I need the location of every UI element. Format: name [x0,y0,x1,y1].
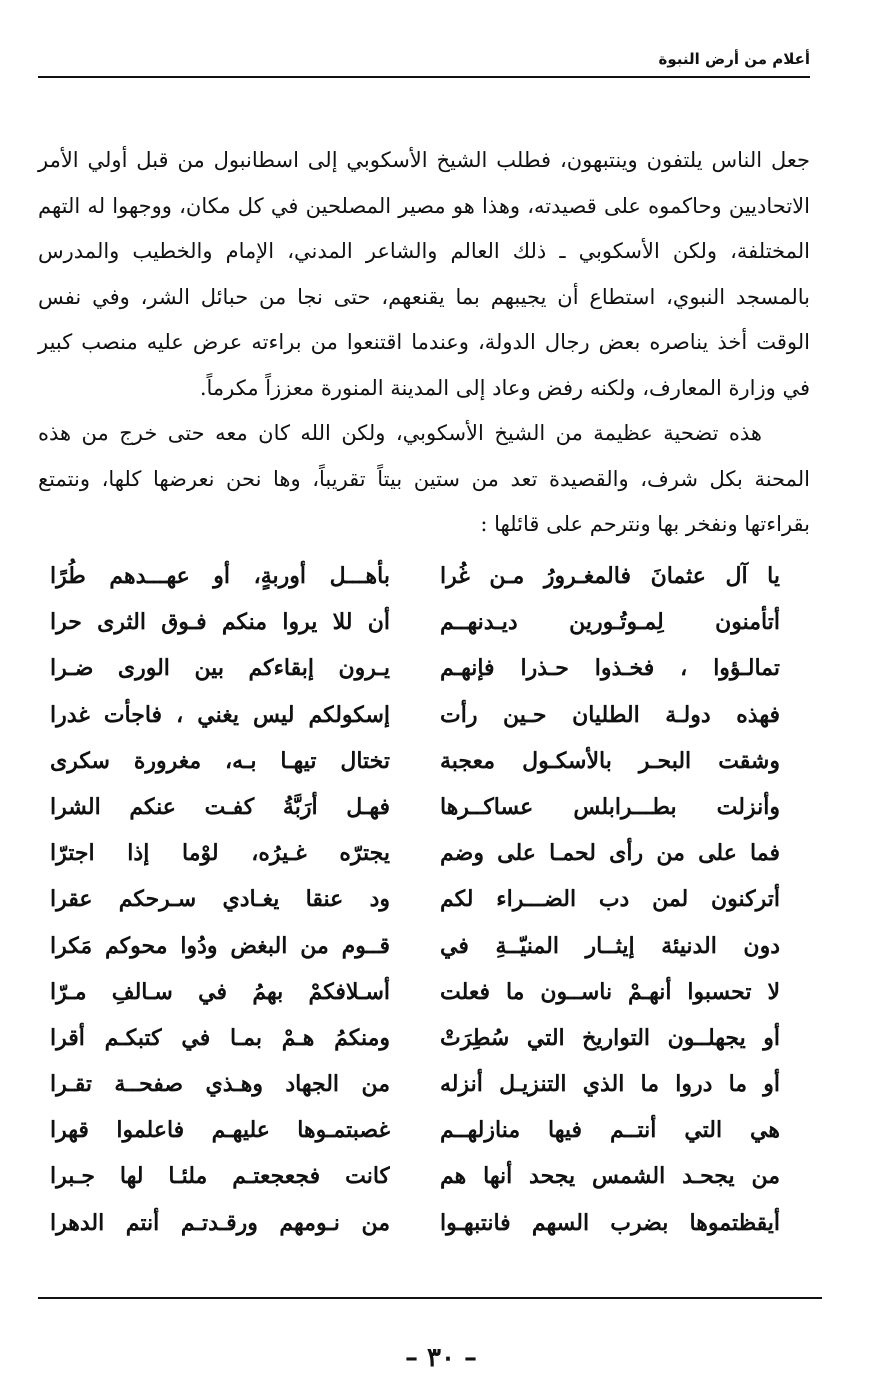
paragraph-2: هذه تضحية عظيمة من الشيخ الأسكوبي، ولكن الله كان معه حتى خرج من هذه المحنة بكل شرف، والقصيدة تعد من ستين بيتاً تقريباً، وها نحن نعرضها كلها، ونتمتع بقراءتها ونفخر بها ونترحم على قائلها : [38,421,810,536]
first-hemistich: هي التي أنتــم فيها منازلهــم [440,1117,780,1144]
verse-line [38,830,810,876]
verse-line [38,784,810,830]
first-hemistich: أتركنون لمن دب الضـــراء لكم [440,886,780,913]
verse-line [38,738,810,784]
second-hemistich: يـرون إبقاءكم بين الورى ضـرا [50,655,390,682]
first-hemistich: وشقت البحـر بالأسكـول معجبة [440,747,780,774]
verse-line [38,1107,810,1153]
verse-line [38,645,810,691]
verse-line [38,1200,810,1246]
second-hemistich: كانت فجعجعتـم ملئـا لها جـبرا [50,1163,390,1190]
second-hemistich: ود عنقا يغـادي سـرحكم عقرا [50,886,390,913]
second-hemistich: يجترّه غـيرُه، لوْما إذا اجترّا [50,840,390,867]
verse-line [38,553,810,599]
second-hemistich: أن للا يروا منكم فـوق الثرى حرا [50,609,390,636]
second-hemistich: أسـلافكمْ بهمُ في سـالفِ مـرّا [50,978,390,1005]
first-hemistich: دون الدنيئة إيثــار المنيّــةِ في [440,932,780,959]
second-hemistich: إسكولكم ليس يغني ، فاجأت غدرا [50,701,390,728]
verse-line [38,876,810,922]
first-hemistich: تمالـؤوا ، فخـذوا حـذرا فإنهـم [440,655,780,682]
second-hemistich: بأهـــل أوربةٍ، أو عهـــدهم طُرًا [50,563,390,589]
verse-line [38,1061,810,1107]
first-hemistich: أو ما دروا ما الذي التنزيـل أنزله [440,1071,780,1098]
second-hemistich: من نـومهم ورقـدتـم أنتم الدهرا [50,1209,390,1236]
verse-line [38,1015,810,1061]
header-rule [38,76,810,78]
verse-line [38,969,810,1015]
first-hemistich: من يجحـد الشمس يجحد أنها هم [440,1163,780,1190]
running-header: أعلام من أرض النبوة [658,50,810,68]
second-hemistich: ومنكمُ هـمْ بمـا في كتبكـم أقرا [50,1024,390,1051]
first-hemistich: أتأمنون لِمـوتُـورين ديـدنهــم [440,609,780,636]
page-number: – ٣٠ – [404,1343,478,1373]
first-hemistich: أيقظتموها بضرب السهم فانتبهـوا [440,1209,780,1236]
paragraph-1: جعل الناس يلتفون وينتبهون، فطلب الشيخ الأسكوبي إلى اسطانبول من قبل أولي الأمر الاتحاديين وحاكموه على قصيدته، وهذا هو مصير المصلحين في كل مكان، ووجهوا له التهم المختلفة، ولكن الأسكوبي ـ ذلك العالم والشاعر المدني، الإمام والخطيب والمدرس بالمسجد النبوي، استطاع أن يجيبهم بما يقنعهم، حتى نجا من حبائل الشر، وفي نفس الوقت أخذ يناصره بعض رجال الدولة، وعندما اقتنعوا من براءته عرض عليه منصب كبير في وزارة المعارف، ولكنه رفض وعاد إلى المدينة المنورة معززاً مكرماً. [38,148,810,400]
first-hemistich: فهذه دولـة الطليان حـين رأت [440,701,780,728]
prose-body [38,138,810,548]
first-hemistich: وأنزلت بطـــرابلس عساكــرها [440,793,780,820]
footer-rule [38,1297,822,1299]
second-hemistich: تختال تيهـا بـه، مغرورة سكرى [50,747,390,774]
second-hemistich: قــوم من البغض ودُوا محوكم مَكرا [50,932,390,959]
second-hemistich: فهـل أرَبَّةُ كفـت عنكم الشرا [50,793,390,820]
first-hemistich: أو يجهلــون التواريخ التي سُطِرَتْ [440,1024,780,1051]
first-hemistich: فما على من رأى لحمـا على وضم [440,840,780,867]
verse-line [38,1153,810,1199]
poem [38,553,810,1246]
verse-line [38,923,810,969]
first-hemistich: لا تحسبوا أنهـمْ ناســون ما فعلت [440,978,780,1005]
verse-line [38,692,810,738]
second-hemistich: من الجهاد وهـذي صفحــة تقـرا [50,1071,390,1098]
second-hemistich: غصبتمـوها عليهـم فاعلموا قهرا [50,1117,390,1144]
verse-line [38,599,810,645]
first-hemistich: يا آل عثمانَ فالمغـرورُ مـن غُرا [440,563,780,589]
